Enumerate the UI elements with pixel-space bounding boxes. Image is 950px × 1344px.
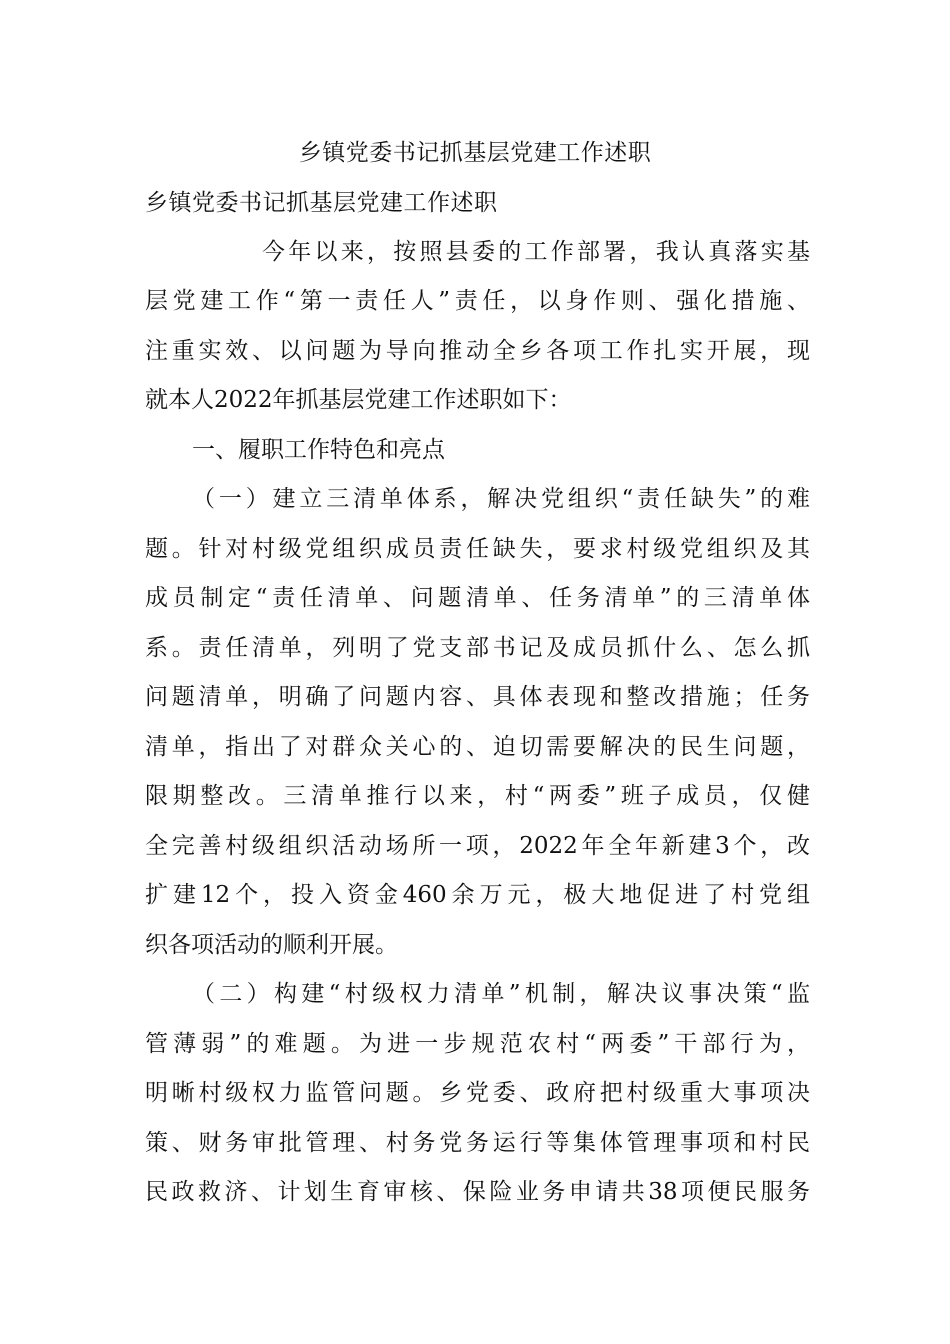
- body-line: 民政救济、计划生育审核、保险业务申请共38项便民服务: [145, 1179, 810, 1205]
- section-heading: 一、履职工作特色和亮点: [192, 437, 445, 463]
- body-line: 织各项活动的顺利开展。: [145, 932, 398, 958]
- body-line: 层党建工作“第一责任人”责任，以身作则、强化措施、: [145, 288, 810, 314]
- body-line: 就本人2022年抓基层党建工作述职如下：: [145, 387, 572, 413]
- body-line: 问题清单，明确了问题内容、具体表现和整改措施；任务: [145, 684, 810, 710]
- document-subtitle: 乡镇党委书记抓基层党建工作述职: [145, 190, 498, 216]
- body-line: 管薄弱”的难题。为进一步规范农村“两委”干部行为，: [145, 1031, 810, 1057]
- body-line: 题。针对村级党组织成员责任缺失，要求村级党组织及其: [145, 536, 810, 562]
- body-line: 清单，指出了对群众关心的、迫切需要解决的民生问题，: [145, 734, 810, 760]
- body-line: 策、财务审批管理、村务党务运行等集体管理事项和村民: [145, 1130, 810, 1156]
- body-line: 注重实效、以问题为导向推动全乡各项工作扎实开展，现: [145, 338, 810, 364]
- body-line: 成员制定“责任清单、问题清单、任务清单”的三清单体: [145, 585, 810, 611]
- document-title: 乡镇党委书记抓基层党建工作述职: [298, 140, 652, 166]
- body-line: 明晰村级权力监管问题。乡党委、政府把村级重大事项决: [145, 1080, 810, 1106]
- body-line: 扩建12个，投入资金460余万元，极大地促进了村党组: [145, 882, 810, 908]
- body-line: 全完善村级组织活动场所一项，2022年全年新建3个，改: [145, 833, 810, 859]
- body-line: 今年以来，按照县委的工作部署，我认真落实基: [262, 239, 810, 265]
- body-line: 限期整改。三清单推行以来，村“两委”班子成员，仅健: [145, 783, 810, 809]
- body-line: （二）构建“村级权力清单”机制，解决议事决策“监: [192, 981, 810, 1007]
- body-line: 系。责任清单，列明了党支部书记及成员抓什么、怎么抓: [145, 635, 810, 661]
- body-line: （一）建立三清单体系，解决党组织“责任缺失”的难: [192, 486, 810, 512]
